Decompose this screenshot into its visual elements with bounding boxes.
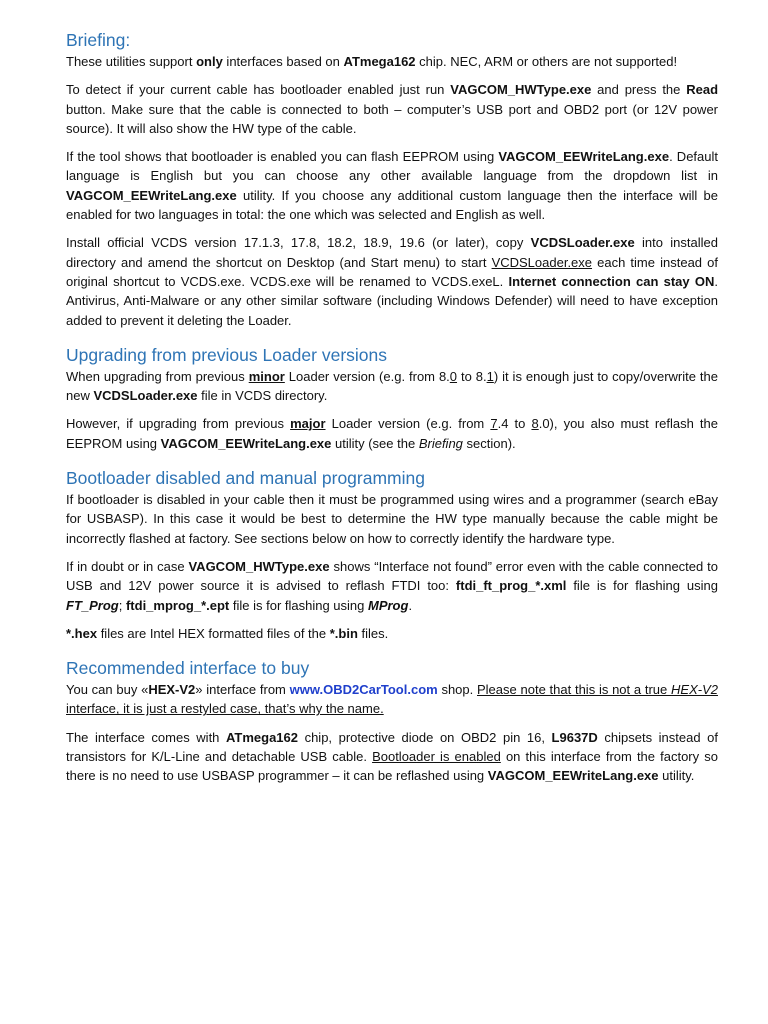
text-run: *.hex [66,625,98,641]
text-run: FT_Prog [66,597,119,613]
paragraph: You can buy «HEX-V2» interface from www.OBD2CarTool.com shop. Please note that this is not a true HEX-V2 interface, it is just a restyled case, that’s why the name. [66,682,718,717]
paragraph: If bootloader is disabled in your cable then it must be programmed using wires and a programmer (search eBay for USBASP). In this case it would be best to determine the HW type manually because the cable might be incorrectly flashed at factory. See sections below on how to correctly identify the hardware type. [66,492,718,546]
heading-upgrading: Upgrading from previous Loader versions [66,344,387,365]
text-run: VAGCOM_EEWriteLang.exe [160,435,332,451]
text-run: VAGCOM_HWType.exe [188,558,330,574]
paragraph: When upgrading from previous minor Loader version (e.g. from 8.0 to 8.1) it is enough just to copy/overwrite the new VCDSLoader.exe file in VCDS directory. [66,368,718,404]
text-run: VCDSLoader.exe [530,235,635,251]
text-run: VAGCOM_EEWriteLang.exe [66,187,237,203]
text-run: Briefing [418,435,463,451]
text-run: L9637D [551,729,598,745]
document-body [66,28,718,795]
paragraph: The interface comes with ATmega162 chip, protective diode on OBD2 pin 16, L9637D chipsets instead of transistors for K/L-Line and detachable USB cable. Bootloader is enabled on this interface from the factory so there is no need to use USBASP programmer – it can be reflashed using VAGCOM_EEWriteLang.exe utility. [66,729,718,784]
text-run: only [196,54,223,69]
text-run: VCDSLoader.exe [491,254,593,270]
text-run: *.bin [329,625,358,641]
text-run: ATmega162 [225,729,298,745]
text-run: Bootloader is enabled [372,749,501,765]
text-run: ftdi_ft_prog_*.xml [455,578,567,594]
text-run: Read [686,82,719,98]
text-run: minor [248,368,285,384]
text-run: Please note that this is not a true [477,682,672,698]
text-run: 1 [486,368,494,384]
text-run: VCDSLoader.exe [93,388,198,404]
text-run: MProg [368,597,409,613]
paragraph: *.hex files are Intel HEX formatted files of the *.bin files. [66,625,389,641]
text-run: HEX-V2 [671,682,718,698]
text-run: 0 [449,368,458,384]
heading-briefing: Briefing: [66,30,131,50]
paragraph: These utilities support only interfaces based on ATmega162 chip. NEC, ARM or others are not supported! [66,54,678,69]
paragraph: If the tool shows that bootloader is enabled you can flash EEPROM using VAGCOM_EEWriteLang.exe. Default language is English but you can choose any other available language from the dropdown list in VAGCOM_EEWriteLang.exe utility. If you choose any additional custom language then the interface will be enabled for two languages in total: the one which was selected and English as well. [66,149,718,223]
paragraph: If in doubt or in case VAGCOM_HWType.exe shows “Interface not found” error even with the cable connected to USB and 12V power source it is advised to reflash FTDI too: ftdi_ft_prog_*.xml file is for flashing using FT_Prog; ftdi_mprog_*.ept file is for flashing using MProg. [66,558,718,613]
paragraph: However, if upgrading from previous major Loader version (e.g. from 7.4 to 8.0), you also must reflash the EEPROM using VAGCOM_EEWriteLang.exe utility (see the Briefing section). [66,416,718,451]
shop-link[interactable]: www.OBD2CarTool.com [289,682,438,698]
heading-bootloader-disabled: Bootloader disabled and manual programming [66,468,425,489]
text-run: VAGCOM_EEWriteLang.exe [498,149,670,165]
text-run: major [290,416,326,432]
text-run: 8 [531,416,539,432]
text-run: Internet connection can stay ON [508,273,715,289]
text-run: VAGCOM_EEWriteLang.exe [487,768,659,784]
text-run: ftdi_mprog_*.ept [125,597,230,613]
text-run: HEX-V2 [148,682,196,698]
text-run: 7 [490,416,498,432]
text-run: VAGCOM_HWType.exe [450,82,592,98]
paragraph: To detect if your current cable has bootloader enabled just run VAGCOM_HWType.exe and press the Read button. Make sure that the cable is connected to both – computer’s USB port and OBD2 port (or 12V power source). It will also show the HW type of the cable. [66,82,719,136]
paragraph: Install official VCDS version 17.1.3, 17.8, 18.2, 18.9, 19.6 (or later), copy VCDSLoader.exe into installed directory and amend the shortcut on Desktop (and Start menu) to start VCDSLoader.exe each time instead of original shortcut to VCDS.exe. VCDS.exe will be renamed to VCDS.exeL. Internet connection can stay ON. Antivirus, Anti-Malware or any other similar software (including Windows Defender) will need to have exception added to prevent it deleting the Loader. [66,235,718,328]
text-run: ATmega162 [343,54,416,69]
text-run: interface, it is just a restyled case, that’s why the name. [66,701,384,717]
heading-recommended-interface: Recommended interface to buy [66,658,310,679]
